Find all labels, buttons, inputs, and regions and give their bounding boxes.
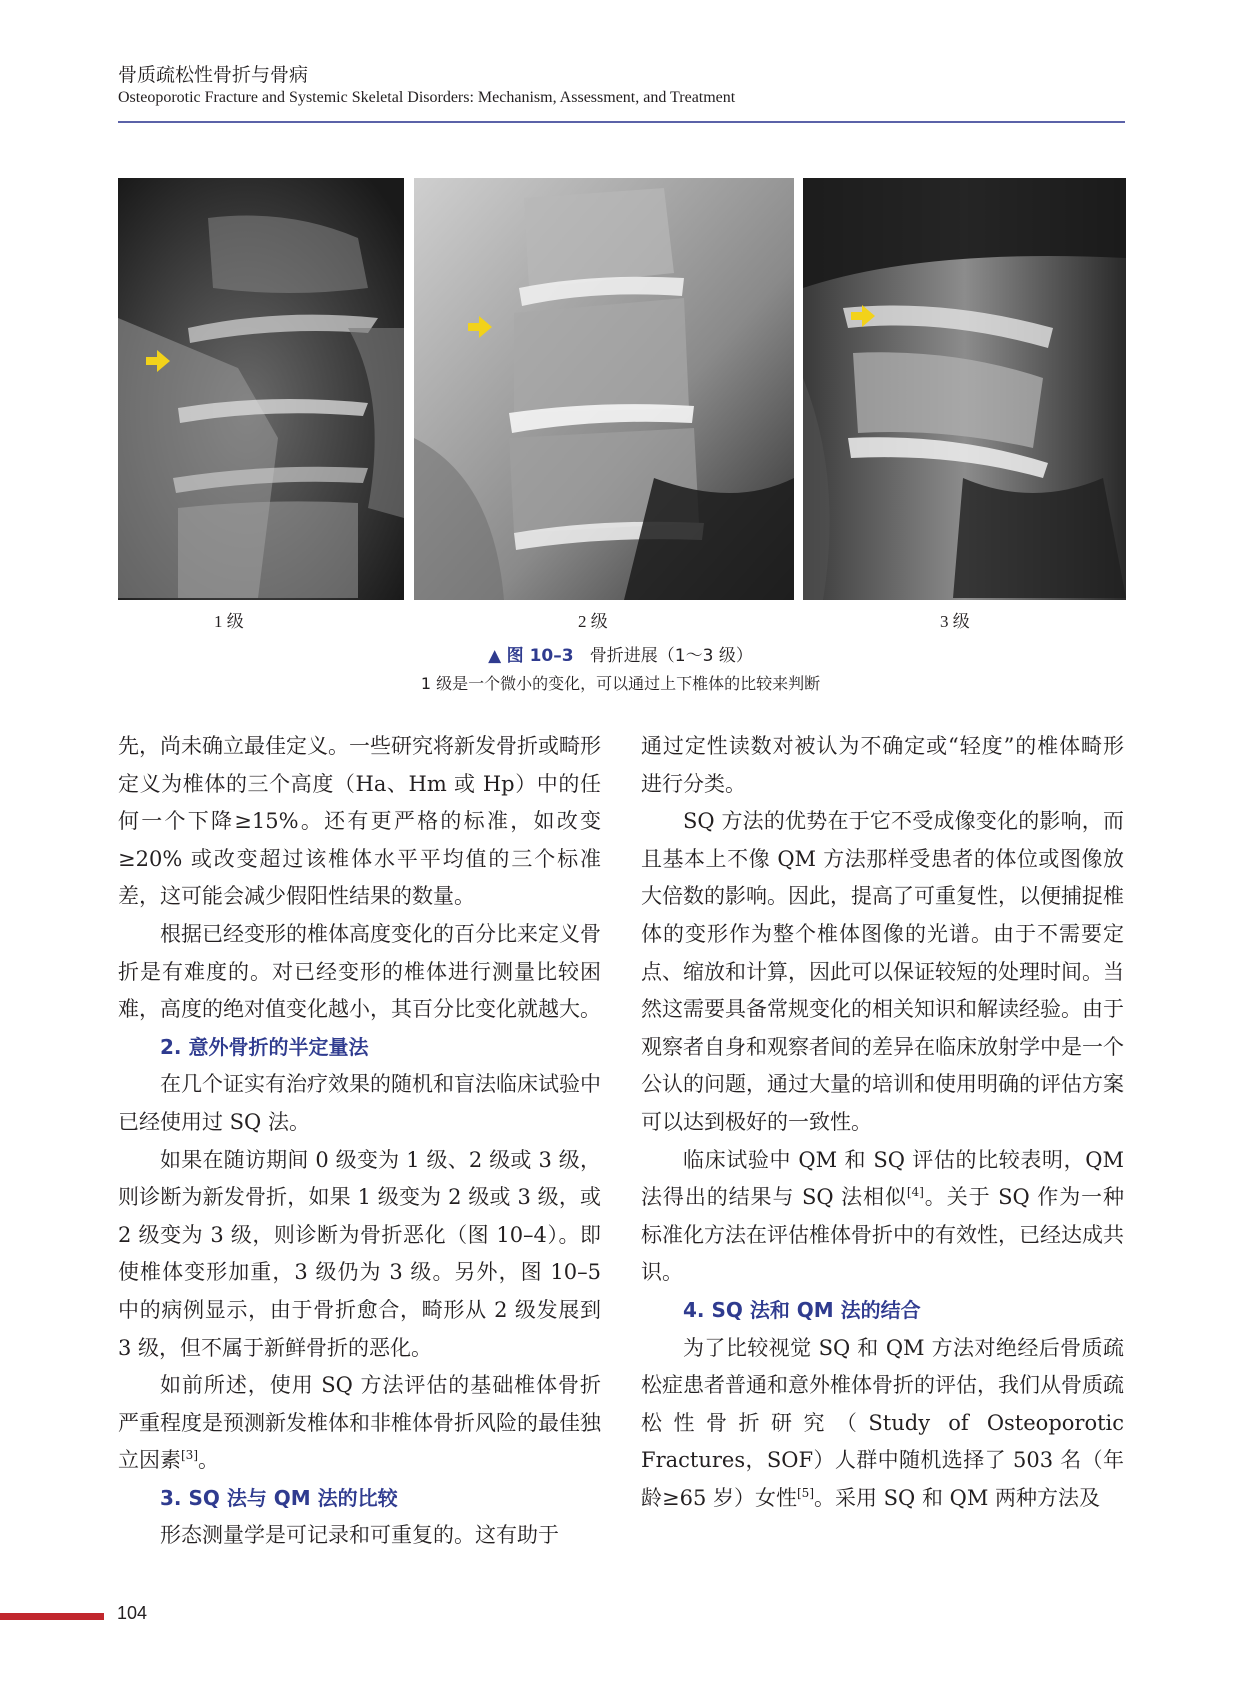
figure-caption [0, 641, 1241, 666]
paragraph: 形态测量学是可记录和可重复的。这有助于 [160, 1523, 559, 1548]
running-header-title-cn: 骨质疏松性骨折与骨病 [118, 64, 309, 86]
panel-label-grade-3: 3 级 [940, 612, 970, 631]
figure-title: 骨折进展（1～3 级） [589, 646, 753, 666]
citation-ref: [3] [181, 1448, 198, 1463]
paragraph: 如果在随访期间 0 级变为 1 级、2 级或 3 级，则诊断为新发骨折，如果 1 级变为 2 级或 3 级，或 2 级变为 3 级，则诊断为骨折恶化（图 10–4）。即使椎体变形加重，3 级仍为 3 级。另外，图 10–5 中的病例显示，由于骨折愈合，畸形从 2 级发展到 3 级，但不属于新鲜骨折的恶化。 [118, 1147, 601, 1360]
xray-panel-grade-1 [118, 178, 404, 600]
paragraph-end: 。 [198, 1448, 219, 1473]
yellow-arrow-icon [468, 316, 492, 338]
yellow-arrow-icon [851, 305, 875, 327]
paragraph: SQ 方法的优势在于它不受成像变化的影响，而且基本上不像 QM 方法那样受患者的体位或图像放大倍数的影响。因此，提高了可重复性，以便捕捉椎体的变形作为整个椎体图像的光谱。由于不需要定点、缩放和计算，因此可以保证较短的处理时间。当然这需要具备常规变化的相关知识和解读经验。由于观察者自身和观察者间的差异在临床放射学中是一个公认的问题，通过大量的培训和使用明确的评估方案可以达到极好的一致性。 [641, 809, 1124, 1134]
page-number: 104 [117, 1603, 148, 1623]
figure-subcaption: 1 级是一个微小的变化，可以通过上下椎体的比较来判断 [420, 674, 821, 693]
section-heading: 3. SQ 法与 QM 法的比较 [160, 1485, 398, 1510]
section-heading: 4. SQ 法和 QM 法的结合 [683, 1297, 921, 1322]
triangle-marker-icon: ▲ [488, 646, 502, 666]
paragraph [641, 1142, 1124, 1292]
running-header-title-en: Osteoporotic Fracture and Systemic Skeletal Disorders: Mechanism, Assessment, and Treatment [118, 89, 736, 106]
figure-number: 图 10–3 [506, 646, 574, 666]
yellow-arrow-icon [146, 350, 170, 372]
citation-ref: [5] [797, 1485, 814, 1500]
section-heading: 2. 意外骨折的半定量法 [160, 1034, 369, 1059]
footer-accent-bar [0, 1613, 104, 1620]
paragraph: 在几个证实有治疗效果的随机和盲法临床试验中已经使用过 SQ 法。 [118, 1072, 601, 1134]
xray-panel-grade-3 [803, 178, 1126, 600]
citation-ref: [4] [906, 1185, 924, 1200]
left-column [118, 728, 601, 1555]
header-rule [118, 121, 1125, 123]
paragraph-end: 。采用 SQ 和 QM 两种方法及 [814, 1485, 1101, 1510]
right-column [641, 728, 1124, 1517]
panel-label-grade-1: 1 级 [214, 612, 244, 631]
paragraph [118, 1367, 601, 1480]
paragraph: 根据已经变形的椎体高度变化的百分比来定义骨折是有难度的。对已经变形的椎体进行测量比较困难，高度的绝对值变化越小，其百分比变化就越大。 [118, 921, 601, 1022]
panel-label-grade-2: 2 级 [578, 612, 608, 631]
paragraph-text: 为了比较视觉 SQ 和 QM 方法对绝经后骨质疏松症患者普通和意外椎体骨折的评估，我们从骨质疏松性骨折研究（Study of Osteoporotic Fractures，SOF）人群中随机选择了 503 名（年龄≥65 岁）女性 [641, 1335, 1124, 1510]
paragraph-text: 临床试验中 QM 和 SQ 评估的比较表明，QM 法得出的结果与 SQ 法相似 [641, 1147, 1124, 1210]
xray-panel-grade-2 [414, 178, 794, 600]
paragraph-text: 如前所述，使用 SQ 方法评估的基础椎体骨折严重程度是预测新发椎体和非椎体骨折风险的最佳独立因素 [118, 1373, 601, 1473]
paragraph [641, 1330, 1124, 1518]
paragraph: 通过定性读数对被认为不确定或“轻度”的椎体畸形进行分类。 [641, 734, 1124, 796]
paragraph-end: 。关于 SQ 作为一种标准化方法在评估椎体骨折中的有效性，已经达成共识。 [641, 1185, 1125, 1285]
paragraph: 先，尚未确立最佳定义。一些研究将新发骨折或畸形定义为椎体的三个高度（Ha、Hm 或 Hp）中的任何一个下降≥15%。还有更严格的标准，如改变≥20% 或改变超过该椎体水平平均值的三个标准差，这可能会减少假阳性结果的数量。 [118, 734, 601, 909]
